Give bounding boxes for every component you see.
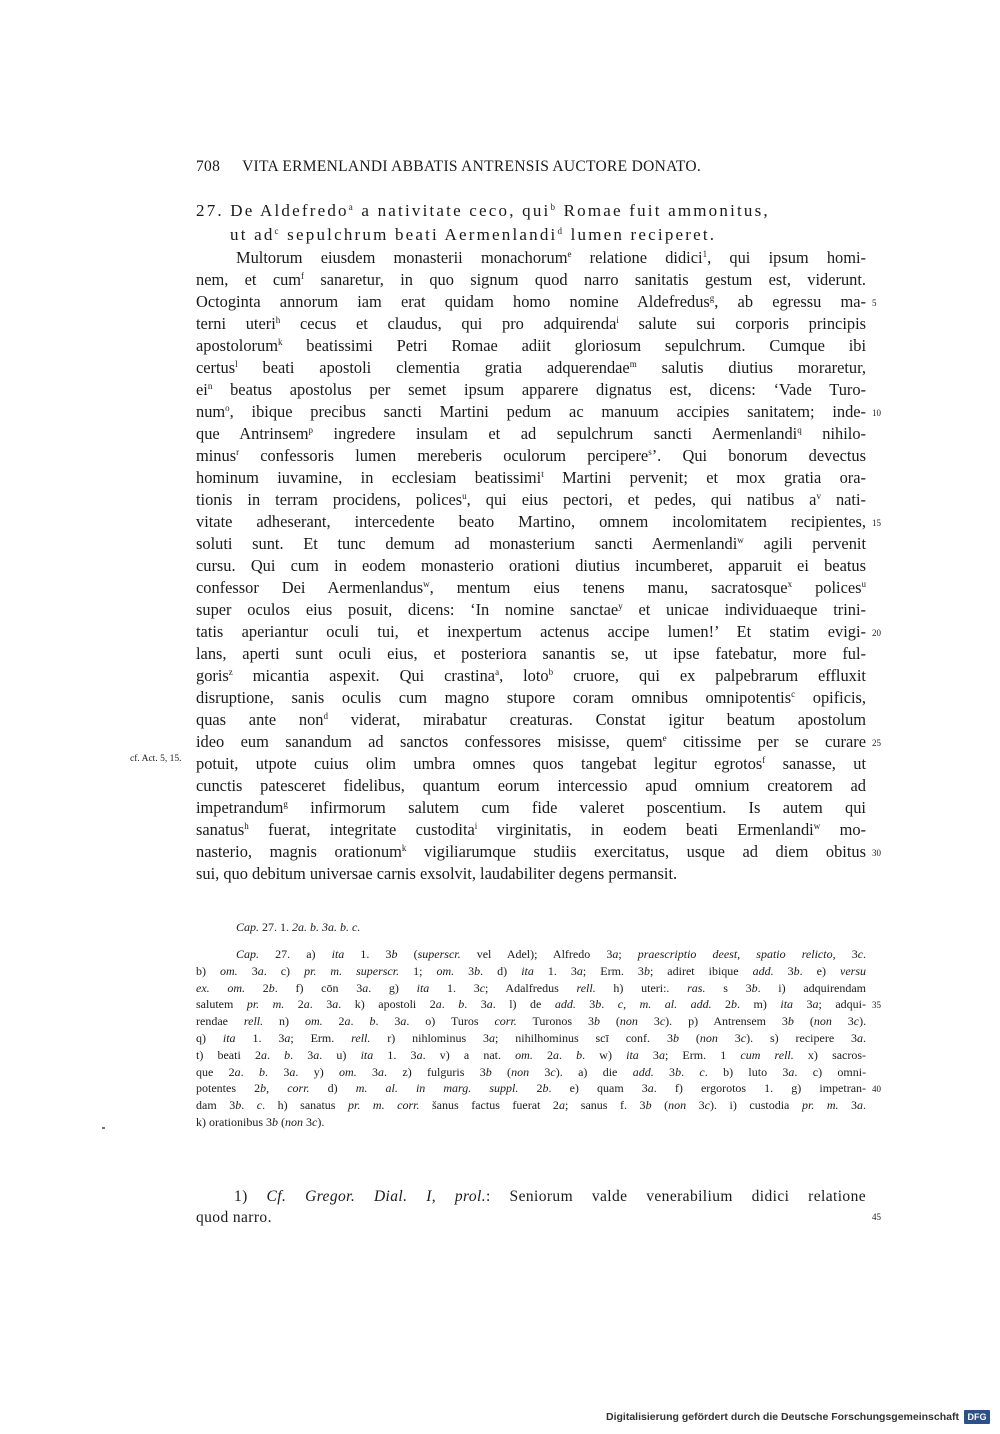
text-line: Multorum eiusdem monasterii monachorum$^e$ relatione didici$^1$, qui ipsum homi- xyxy=(236,248,867,267)
text-line: potuit, utpote cuius olim umbra omnes quos tangebat legitur egrotos$^f$ sanasse, ut xyxy=(196,754,866,773)
chapter-heading-line: ut $ad^c$ sepulchrum beati Aermenlandi$^d$ lumen reciperet. xyxy=(230,225,717,244)
text-line: apostolorum$^k$ beatissimi Petri Romae adiit gloriosum sepulchrum. Cumque ibi xyxy=(196,336,866,355)
text-line: sanatus$^h$ fuerat, integritate custodita$^i$ virginitatis, in eodem beati Ermenlandi$^w$ mo- xyxy=(196,820,866,839)
text-line: que Antrinsem$^p$ ingredere insulam et ad sepulchrum sancti Aermenlandi$^q$ nihilo- xyxy=(196,424,866,443)
line-number: 30 xyxy=(872,848,881,858)
text-line: soluti sunt. Et tunc demum ad monasterium sancti Aermenlandi$^w$ agili pervenit xyxy=(196,534,866,553)
text-line: $ei^n$ beatus apostolus per semet ipsum apparere dignatus est, dicens: ‘Vade Turo- xyxy=(196,380,866,399)
apparatus-line: q) ita 1. 3a; Erm. rell. r) nihlominus 3a; nihilhominus scī conf. 3b (non 3c). s) recipere 3a. xyxy=(196,1030,867,1045)
apparatus-line: dam 3b. c. h) sanatus pr. m. corr. šanus factus fuerat 2a; sanus f. 3b (non 3c). i) custodia pr. m. 3a. xyxy=(196,1098,867,1113)
cap-sources: Cap. 27. 1. 2a. b. 3a. b. c. xyxy=(236,920,361,934)
text-line: hominum iuvamine, in ecclesiam beatissimi$^t$ Martini pervenit; et mox gratia ora- xyxy=(196,468,866,487)
line-number: 5 xyxy=(872,298,877,308)
margin-note: cf. Act. 5, 15. xyxy=(130,754,182,764)
running-title: VITA ERMENLANDI ABBATIS ANTRENSIS AUCTORE DONATO. xyxy=(242,158,702,175)
apparatus-line: b) om. 3a. c) pr. m. superscr. 1; om. 3b. d) ita 1. 3a; Erm. 3b; adiret ibique add. 3b. e) versu xyxy=(196,963,867,978)
text-line: nasterio, magnis orationum$^k$ vigiliarumque studiis exercitatus, usque ad diem obitus xyxy=(196,842,866,861)
apparatus-line: ex. om. 2b. f) cōn 3a. g) ita 1. 3c; Adalfredus rell. h) uteri:. ras. s 3b. i) adquirendam xyxy=(196,980,866,995)
text-line: cunctis patesceret fidelibus, quantum eorum intercessio apud omnium creatorem ad xyxy=(196,776,866,795)
scan-speck xyxy=(102,1127,105,1129)
text-line: minus$^r$ confessoris lumen mereberis oculorum percipere$^s$’. Qui bonorum devectus xyxy=(196,446,866,465)
text-line: tatis aperiantur oculi tui, et inexpertum actenus accipe lumen!’ Et statim evigi- xyxy=(196,622,866,641)
line-number: 15 xyxy=(872,518,881,528)
line-number: 25 xyxy=(872,738,881,748)
funding-notice: Digitalisierung gefördert durch die Deutsche Forschungsgemeinschaft xyxy=(606,1411,959,1423)
page-number: 708 xyxy=(196,158,221,175)
text-line: quas ante non$^d$ viderat, mirabatur creaturas. Constat igitur beatum apostolum xyxy=(196,710,867,729)
critical-apparatus xyxy=(196,946,866,1131)
text-line: Octoginta annorum iam erat quidam homo nomine Aldefredus$^g$, ab egressu ma- xyxy=(196,292,867,311)
dfg-logo: DFG xyxy=(964,1410,990,1424)
apparatus-line: salutem pr. m. 2a. 3a. k) apostoli 2a. b. 3a. l) de add. 3b. c, m. al. add. 2b. m) ita 3a; adqui- xyxy=(196,997,866,1012)
main-text xyxy=(196,247,866,885)
chapter-heading-line: 27. De Aldefredo$^a$ a nativitate ceco, qui$^b$ Romae fuit ammonitus, xyxy=(196,201,770,220)
text-line: cursu. Qui cum in eodem monasterio orationi diutius incumberet, apparuit ei beatus xyxy=(196,556,866,575)
text-line: super oculos eius posuit, dicens: ‘In nomine sanctae$^y$ et unicae individuaeque trini- xyxy=(196,600,866,619)
text-line: nem, et cum$^f$ sanaretur, in quo signum quod narro sanitatis gestum est, viderunt. xyxy=(196,270,866,289)
text-line: lans, aperti sunt oculi eius, et posteriora sanantis se, ut ipse fatebatur, more ful- xyxy=(196,644,866,663)
chapter-heading xyxy=(196,199,868,247)
text-line: ideo eum sanandum ad sanctos confessores misisse, quem$^e$ citissime per se curare xyxy=(196,732,866,751)
text-line: vitate adheserant, intercedente beato Martino, omnem incolomitatem recipientes, xyxy=(196,512,866,531)
apparatus-line-number: 40 xyxy=(872,1084,881,1095)
text-line: sui, quo debitum universae carnis exsolvit, laudabiliter degens permansit. xyxy=(196,864,678,883)
apparatus-line: k) orationibus 3b (non 3c). xyxy=(196,1114,325,1129)
apparatus-line: rendae rell. n) om. 2a. b. 3a. o) Turos corr. Turonos 3b (non 3c). p) Antrensem 3b (non 3c). xyxy=(196,1014,867,1029)
text-line: terni uteri$^h$ cecus et claudus, qui pro adquirenda$^i$ salute sui corporis principis xyxy=(196,314,867,333)
text-line: goris$^z$ micantia aspexit. Qui crastina$^a$, loto$^b$ cruore, qui ex palpebrarum effluxit xyxy=(196,666,866,685)
text-line: disruptione, sanis oculis cum magno stupore coram omnibus omnipotentis$^c$ opificis, xyxy=(196,688,867,707)
apparatus-line-number: 35 xyxy=(872,1000,881,1011)
apparatus-line: potentes 2b, corr. d) m. al. in marg. suppl. 2b. e) quam 3a. f) ergorotos 1. g) impetran- xyxy=(196,1081,867,1096)
text-line: impetrandum$^g$ infirmorum salutem cum fide valeret poscentium. Is autem qui xyxy=(196,798,866,817)
footnote-line: 1) Cf. Gregor. Dial. I, prol.: Seniorum valde venerabilium didici relatione xyxy=(234,1188,866,1205)
footnote xyxy=(196,1186,866,1228)
apparatus-line: que 2a. b. 3a. y) om. 3a. z) fulguris 3b (non 3c). a) die add. 3b. c. b) luto 3a. c) omni- xyxy=(196,1064,867,1079)
text-line: num$^o$, ibique precibus sancti Martini pedum ac manuum accipies sanitatem; inde- xyxy=(196,402,866,421)
line-number: 20 xyxy=(872,628,881,638)
footnote-line-number: 45 xyxy=(872,1212,881,1222)
apparatus-line: t) beati 2a. b. 3a. u) ita 1. 3a. v) a nat. om. 2a. b. w) ita 3a; Erm. 1 cum rell. x) sacros- xyxy=(196,1047,867,1062)
text-line: tionis in terram procidens, polices$^u$, qui eius pectori, et pedes, qui natibus $a^v$ nati- xyxy=(196,490,866,509)
apparatus-line: Cap. 27. a) ita 1. 3b (superscr. vel Adel); Alfredo 3a; praescriptio deest, spatio relicto, 3c. xyxy=(236,947,867,961)
line-number: 10 xyxy=(872,408,881,418)
text-line: confessor Dei Aermenlandus$^w$, mentum eius tenens manu, sacratosque$^x$ polices$^u$ xyxy=(196,578,867,597)
separator xyxy=(196,894,868,896)
text-line: certus$^l$ beati apostoli clementia gratia adquerendae$^m$ salutis diutius moraretur, xyxy=(196,358,866,377)
running-header xyxy=(196,158,868,176)
footnote-line: quod narro. xyxy=(196,1209,272,1226)
